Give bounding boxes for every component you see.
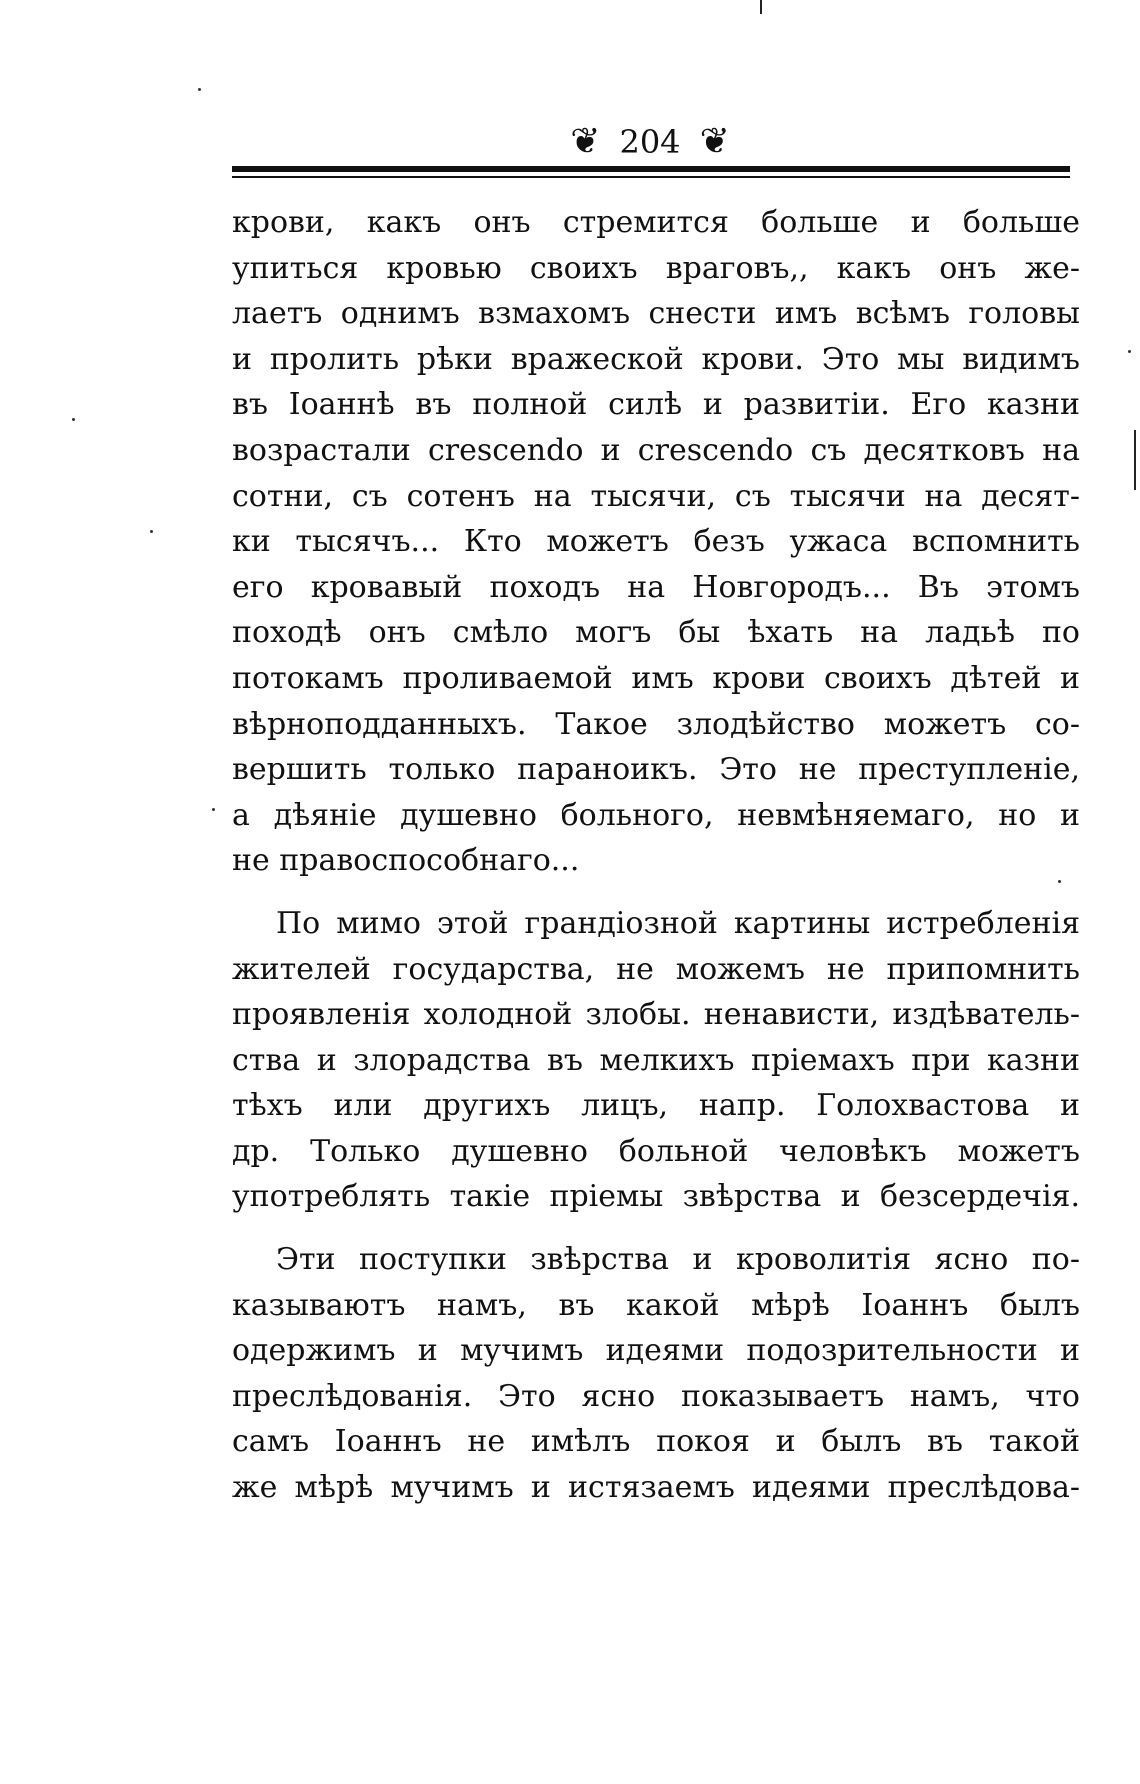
left-ornament-icon: ❦ [570, 121, 601, 162]
text-line: др. Только душевно больной человѣкъ можетъ [232, 1133, 1080, 1169]
paragraph [232, 1237, 1080, 1511]
header-rule-thick [232, 166, 1070, 172]
text-line: вѣрноподданныхъ. Такое злодѣйство можетъ со- [232, 706, 1080, 742]
header-rule-thin [232, 176, 1070, 178]
scan-speck [212, 808, 215, 811]
text-line: ки тысячъ... Кто можетъ безъ ужаса вспомнить [232, 524, 1080, 560]
text-line: походѣ онъ смѣло могъ бы ѣхать на ладьѣ по [232, 615, 1080, 651]
paragraph [232, 200, 1080, 884]
body-text [232, 200, 1080, 1511]
text-line: преслѣдованія. Это ясно показываетъ намъ, что [232, 1378, 1080, 1414]
page-number: 204 [619, 123, 681, 161]
paragraph [232, 901, 1080, 1220]
scan-speck [150, 530, 153, 533]
text-line: и пролить рѣки вражеской крови. Это мы видимъ [232, 341, 1080, 377]
scan-edge-mark [760, 0, 762, 14]
text-line: не правоспособнаго... [232, 843, 580, 879]
text-line: крови, какъ онъ стремится больше и больше [232, 205, 1080, 240]
text-line: проявленія холодной злобы. ненависти, издѣватель- [232, 997, 1080, 1033]
scan-speck [1128, 350, 1131, 353]
text-line: По мимо этой грандіозной картины истребленія [276, 905, 1080, 941]
text-line: возрастали crescendo и crescendo съ десятковъ на [232, 432, 1080, 468]
page-header [230, 112, 1070, 172]
text-line: лаетъ однимъ взмахомъ снести имъ всѣмъ головы [232, 296, 1080, 332]
text-line: въ Іоаннѣ въ полной силѣ и развитіи. Его казни [232, 387, 1080, 423]
text-line: а дѣяніе душевно больного, невмѣняемаго, но и [232, 797, 1080, 833]
text-line: тѣхъ или другихъ лицъ, напр. Голохвастова и [232, 1088, 1080, 1124]
text-line: ства и злорадства въ мелкихъ пріемахъ при казни [232, 1042, 1080, 1078]
scan-speck [72, 418, 75, 421]
paragraph-gap [232, 884, 1080, 901]
text-line: его кровавый походъ на Новгородъ... Въ этомъ [232, 569, 1080, 605]
scan-speck [1058, 880, 1061, 883]
text-line: сотни, съ сотенъ на тысячи, съ тысячи на десят- [232, 478, 1080, 514]
text-line: упиться кровью своихъ враговъ,, какъ онъ же- [232, 250, 1080, 286]
scan-edge-mark [1134, 430, 1136, 490]
text-line: самъ Іоаннъ не имѣлъ покоя и былъ въ такой [232, 1424, 1080, 1460]
text-line: Эти поступки звѣрства и кроволитія ясно по- [276, 1242, 1080, 1278]
text-line: вершить только параноикъ. Это не преступленіе, [232, 752, 1080, 788]
text-line: казываютъ намъ, въ какой мѣрѣ Іоаннъ былъ [232, 1287, 1080, 1323]
paragraph-gap [232, 1220, 1080, 1237]
text-line: потокамъ проливаемой имъ крови своихъ дѣтей и [232, 660, 1080, 696]
scan-speck [198, 88, 201, 91]
text-line: употреблять такіе пріемы звѣрства и безсердечія. [232, 1179, 1080, 1215]
text-line: жителей государства, не можемъ не припомнить [232, 951, 1080, 987]
text-line: же мѣрѣ мучимъ и истязаемъ идеями преслѣдова- [232, 1470, 1080, 1506]
right-ornament-icon: ❦ [699, 121, 730, 162]
text-line: одержимъ и мучимъ идеями подозрительности и [232, 1333, 1080, 1369]
